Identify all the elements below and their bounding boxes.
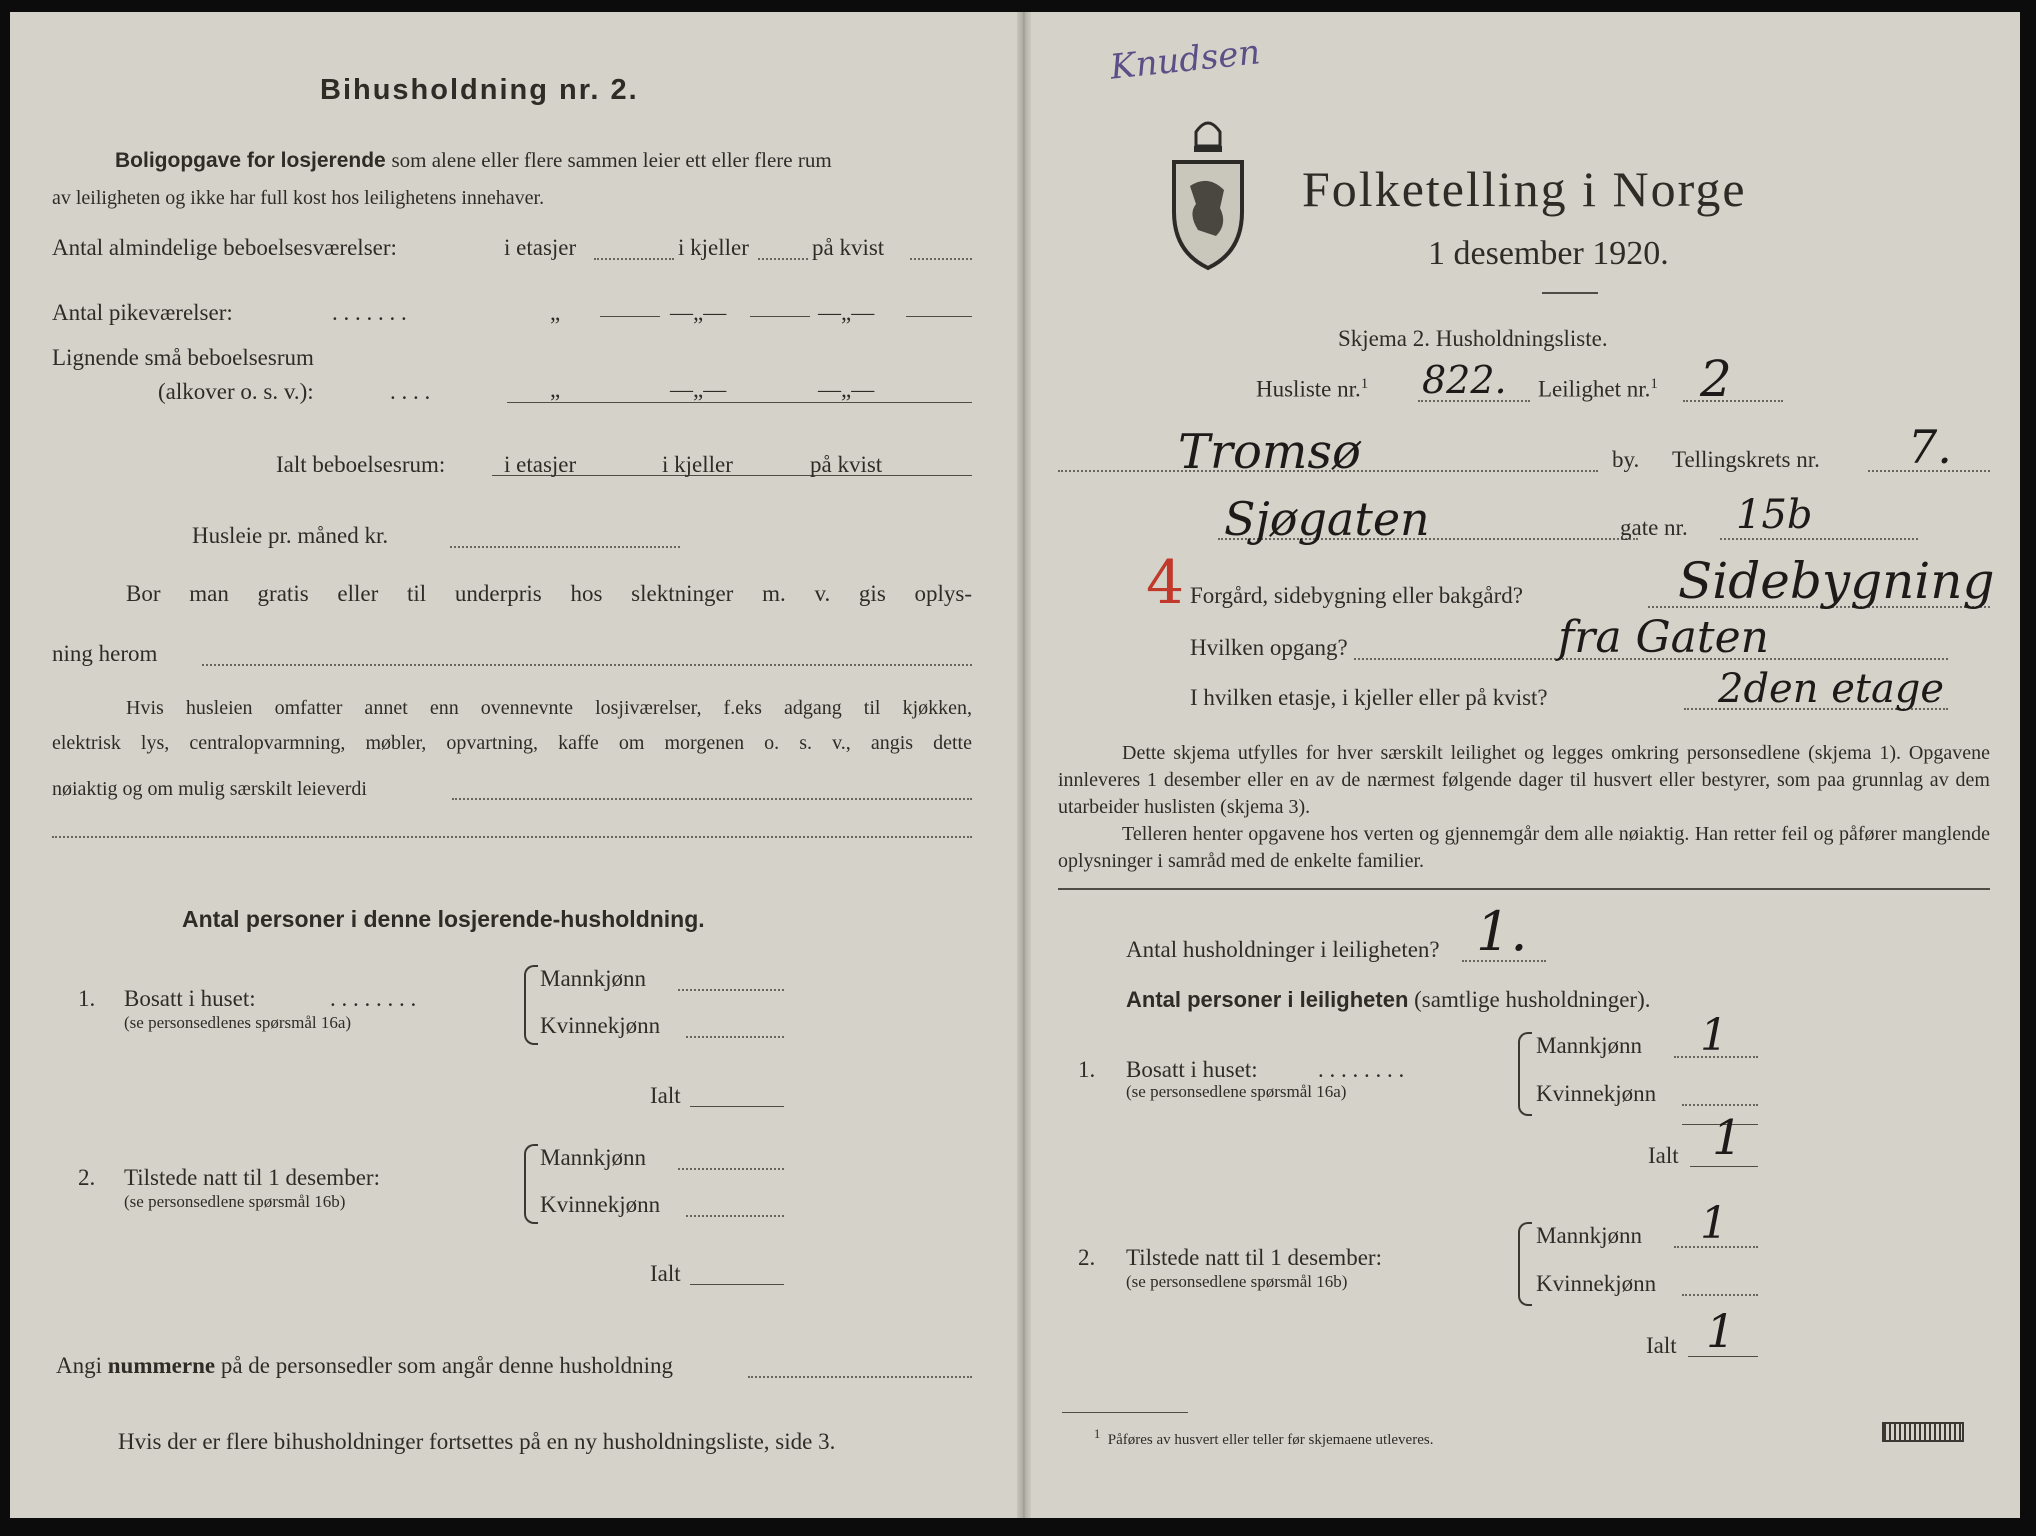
title-divider	[1542, 292, 1598, 294]
footnote: $^1$ Påføres av husvert eller teller før skjemaene utleveres.	[1094, 1427, 1434, 1448]
right-q2-kvinne-field[interactable]	[1682, 1294, 1758, 1296]
rooms-etasjer: i etasjer	[504, 235, 577, 260]
antal-hush-value: 1.	[1476, 900, 1528, 963]
intro-rest: som alene eller flere sammen leier ett eller flere rum	[391, 148, 832, 172]
right-q2-label: Tilstede natt til 1 desember:	[1126, 1245, 1382, 1270]
lignende-label: Lignende små beboelsesrum	[52, 345, 314, 370]
gate-nr-field[interactable]	[1720, 538, 1918, 540]
pike-label: Antal pikeværelser:	[52, 300, 233, 325]
intro-bold: Boligopgave for losjerende	[115, 149, 386, 172]
angi-line	[56, 1352, 673, 1380]
gate-label: gate nr.	[1620, 515, 1688, 540]
left-q1-kvinne-field[interactable]	[686, 1036, 784, 1038]
left-q2-sub: (se personsedlene spørsmål 16b)	[124, 1192, 346, 1211]
left-q1-mann-label: Mannkjønn	[540, 966, 647, 991]
husliste-label: Husliste nr.$^1$	[1256, 376, 1369, 402]
left-q2-ialt-field[interactable]	[690, 1284, 784, 1285]
right-q2-kvinne-label: Kvinnekjønn	[1536, 1271, 1657, 1296]
left-q2-num: 2.	[78, 1165, 96, 1190]
form-title: Folketelling i Norge	[1302, 161, 1747, 217]
right-q1-kvinne-label: Kvinnekjønn	[1536, 1081, 1657, 1106]
footnote-rule	[1062, 1412, 1188, 1413]
left-q2-kvinne-field[interactable]	[686, 1215, 784, 1217]
pike-ditto-1: „	[550, 300, 561, 325]
bor-line-2: ning herom	[52, 641, 158, 666]
hvis-line-1: Hvis husleien omfatter annet enn ovennevnte losjiværelser, f.eks adgang til kjøkken,	[126, 697, 972, 719]
left-page	[10, 12, 1020, 1518]
alkover-label: (alkover o. s. v.):	[158, 379, 314, 404]
left-q1-mann-field[interactable]	[678, 989, 784, 991]
form-date: 1 desember 1920.	[1428, 235, 1669, 272]
left-q2-kvinne-label: Kvinnekjønn	[540, 1192, 661, 1217]
forgard-value: Sidebygning	[1678, 552, 1995, 610]
ialt-kvist: på kvist	[810, 452, 883, 477]
info-paragraph-1: Dette skjema utfylles for hver særskilt leilighet og legges omkring personsedlene (skjema 1). Opgavene innleveres 1 desember eller en av de nærmest følgende dager til husvert eller bestyrer, som paa grunnlag av dem utarbeider huslisten (skjema 3).	[1058, 742, 1990, 818]
antal-personer-line	[1126, 986, 1651, 1014]
pike-kjeller-field[interactable]	[750, 316, 810, 317]
ialt-etasjer: i etasjer	[504, 452, 577, 477]
angi-pre: Angi	[56, 1353, 102, 1378]
pike-ditto-2: —„—	[670, 300, 727, 325]
right-q2-sub: (se personsedlene spørsmål 16b)	[1126, 1272, 1348, 1291]
left-q2-label: Tilstede natt til 1 desember:	[124, 1165, 380, 1190]
left-q2-brace	[524, 1144, 538, 1224]
left-title: Bihusholdning nr. 2.	[320, 74, 639, 106]
antal-heading-left: Antal personer i denne losjerende-husholdning.	[182, 906, 705, 932]
info-divider	[1058, 888, 1990, 890]
intro-line-1	[115, 146, 832, 175]
right-q1-kvinne-field[interactable]	[1682, 1104, 1758, 1106]
ialt-rooms-label: Ialt beboelsesrum:	[276, 452, 446, 477]
right-q1-ialt-value: 1	[1712, 1110, 1743, 1166]
opgang-value: fra Gaten	[1558, 612, 1769, 663]
alkover-ditto-1: „	[550, 377, 561, 402]
alkover-ditto-2: —„—	[670, 377, 727, 402]
hvis-line-3: nøiaktig og om mulig særskilt leieverdi	[52, 778, 367, 800]
opgang-label: Hvilken opgang?	[1190, 635, 1348, 660]
rooms-kvist: på kvist	[812, 235, 885, 260]
leilighet-field[interactable]	[1683, 400, 1783, 402]
ialt-kjeller: i kjeller	[662, 452, 733, 477]
right-q2-mann-label: Mannkjønn	[1536, 1223, 1643, 1248]
rooms-label: Antal almindelige beboelsesværelser:	[52, 235, 397, 260]
alkover-ditto-3: —„—	[818, 377, 875, 402]
rooms-kjeller: i kjeller	[678, 235, 749, 260]
right-page	[1028, 12, 2020, 1518]
forgard-label: Forgård, sidebygning eller bakgård?	[1190, 583, 1523, 608]
right-q2-num: 2.	[1078, 1245, 1096, 1270]
right-q1-num: 1.	[1078, 1057, 1096, 1082]
right-q2-mann-value: 1	[1700, 1198, 1728, 1249]
printer-stamp	[1882, 1422, 1964, 1442]
husleie-field[interactable]	[450, 546, 680, 548]
husliste-value: 822.	[1422, 358, 1507, 402]
by-label: by.	[1612, 447, 1640, 472]
intro-line-2: av leiligheten og ikke har full kost hos leilighetens innehaver.	[52, 187, 545, 209]
info-paragraph-2: Telleren henter opgavene hos verten og gjennemgår dem alle nøiaktig. Han retter feil og påfører manglende oplysninger i samråd med de enkelte familier.	[1058, 823, 1990, 872]
right-q1-ialt-field[interactable]	[1690, 1166, 1758, 1167]
left-q1-num: 1.	[78, 986, 96, 1011]
left-q1-sub: (se personsedlenes spørsmål 16a)	[124, 1013, 352, 1032]
right-q2-ialt-value: 1	[1706, 1304, 1736, 1358]
etasje-label: I hvilken etasje, i kjeller eller på kvist?	[1190, 685, 1548, 710]
etasje-value: 2den etage	[1718, 666, 1945, 712]
left-q1-brace	[524, 965, 538, 1045]
leilighet-value: 2	[1700, 350, 1732, 408]
alkover-dots: . . . .	[390, 379, 431, 404]
right-q1-dots: . . . . . . . .	[1318, 1057, 1405, 1082]
left-q2-mann-label: Mannkjønn	[540, 1145, 647, 1170]
left-q1-kvinne-label: Kvinnekjønn	[540, 1013, 661, 1038]
left-q1-ialt-label: Ialt	[650, 1083, 681, 1108]
tellingskrets-label: Tellingskrets nr.	[1672, 447, 1820, 472]
left-q1-label: Bosatt i huset:	[124, 986, 256, 1011]
coat-of-arms-icon	[1168, 112, 1248, 272]
left-q2-mann-field[interactable]	[678, 1168, 784, 1170]
pike-kvist-field[interactable]	[906, 316, 972, 317]
antal-personer-rest: (samtlige husholdninger).	[1414, 987, 1651, 1012]
rooms-etasjer-field[interactable]	[594, 258, 674, 260]
rooms-kjeller-field[interactable]	[758, 258, 808, 260]
gate-value: Sjøgaten	[1224, 492, 1430, 546]
pike-ditto-3: —„—	[818, 300, 875, 325]
bor-line-1: Bor man gratis eller til underpris hos slektninger m. v. gis oplys-	[126, 581, 972, 606]
antal-personer-bold: Antal personer i leiligheten	[1126, 987, 1409, 1012]
right-q2-brace	[1518, 1222, 1532, 1306]
census-form-sheet	[10, 12, 2020, 1518]
hvis-line-2: elektrisk lys, centralopvarmning, møbler, opvartning, kaffe om morgenen o. s. v., angis dette	[52, 732, 972, 754]
pike-dots: . . . . . . .	[332, 300, 407, 325]
handwritten-name: Knudsen	[1108, 32, 1263, 88]
red-mark: 4	[1146, 548, 1185, 618]
left-q1-ialt-field[interactable]	[690, 1106, 784, 1107]
skjema-label: Skjema 2. Husholdningsliste.	[1338, 326, 1608, 351]
husleie-label: Husleie pr. måned kr.	[192, 523, 389, 548]
right-q2-ialt-label: Ialt	[1646, 1333, 1677, 1358]
right-q1-label: Bosatt i huset:	[1126, 1057, 1258, 1082]
left-footer: Hvis der er flere bihusholdninger fortsettes på en ny husholdningsliste, side 3.	[118, 1429, 836, 1454]
right-q1-mann-value: 1	[1700, 1010, 1728, 1061]
bor-field[interactable]	[202, 664, 972, 666]
angi-bold: nummerne	[107, 1353, 216, 1378]
right-q1-ialt-label: Ialt	[1648, 1143, 1679, 1168]
angi-post: på de personsedler som angår denne husholdning	[220, 1353, 674, 1378]
hvis-field[interactable]	[452, 798, 972, 800]
right-q1-mann-label: Mannkjønn	[1536, 1033, 1643, 1058]
by-value: Tromsø	[1178, 424, 1361, 480]
leilighet-label: Leilighet nr.$^1$	[1538, 376, 1658, 402]
left-q1-dots: . . . . . . . .	[330, 986, 417, 1011]
pike-etasjer-field[interactable]	[600, 316, 660, 317]
right-q1-sub: (se personsedlene spørsmål 16a)	[1126, 1082, 1347, 1101]
angi-field[interactable]	[748, 1376, 972, 1378]
left-q2-ialt-label: Ialt	[650, 1261, 681, 1286]
alkover-field-rule	[507, 402, 972, 403]
gate-nr-value: 15b	[1736, 492, 1813, 538]
right-q1-brace	[1518, 1032, 1532, 1116]
antal-hush-label: Antal husholdninger i leiligheten?	[1126, 937, 1440, 962]
hvis-field-2[interactable]	[52, 836, 972, 838]
rooms-kvist-field[interactable]	[910, 258, 972, 260]
tellingskrets-value: 7.	[1908, 420, 1952, 474]
